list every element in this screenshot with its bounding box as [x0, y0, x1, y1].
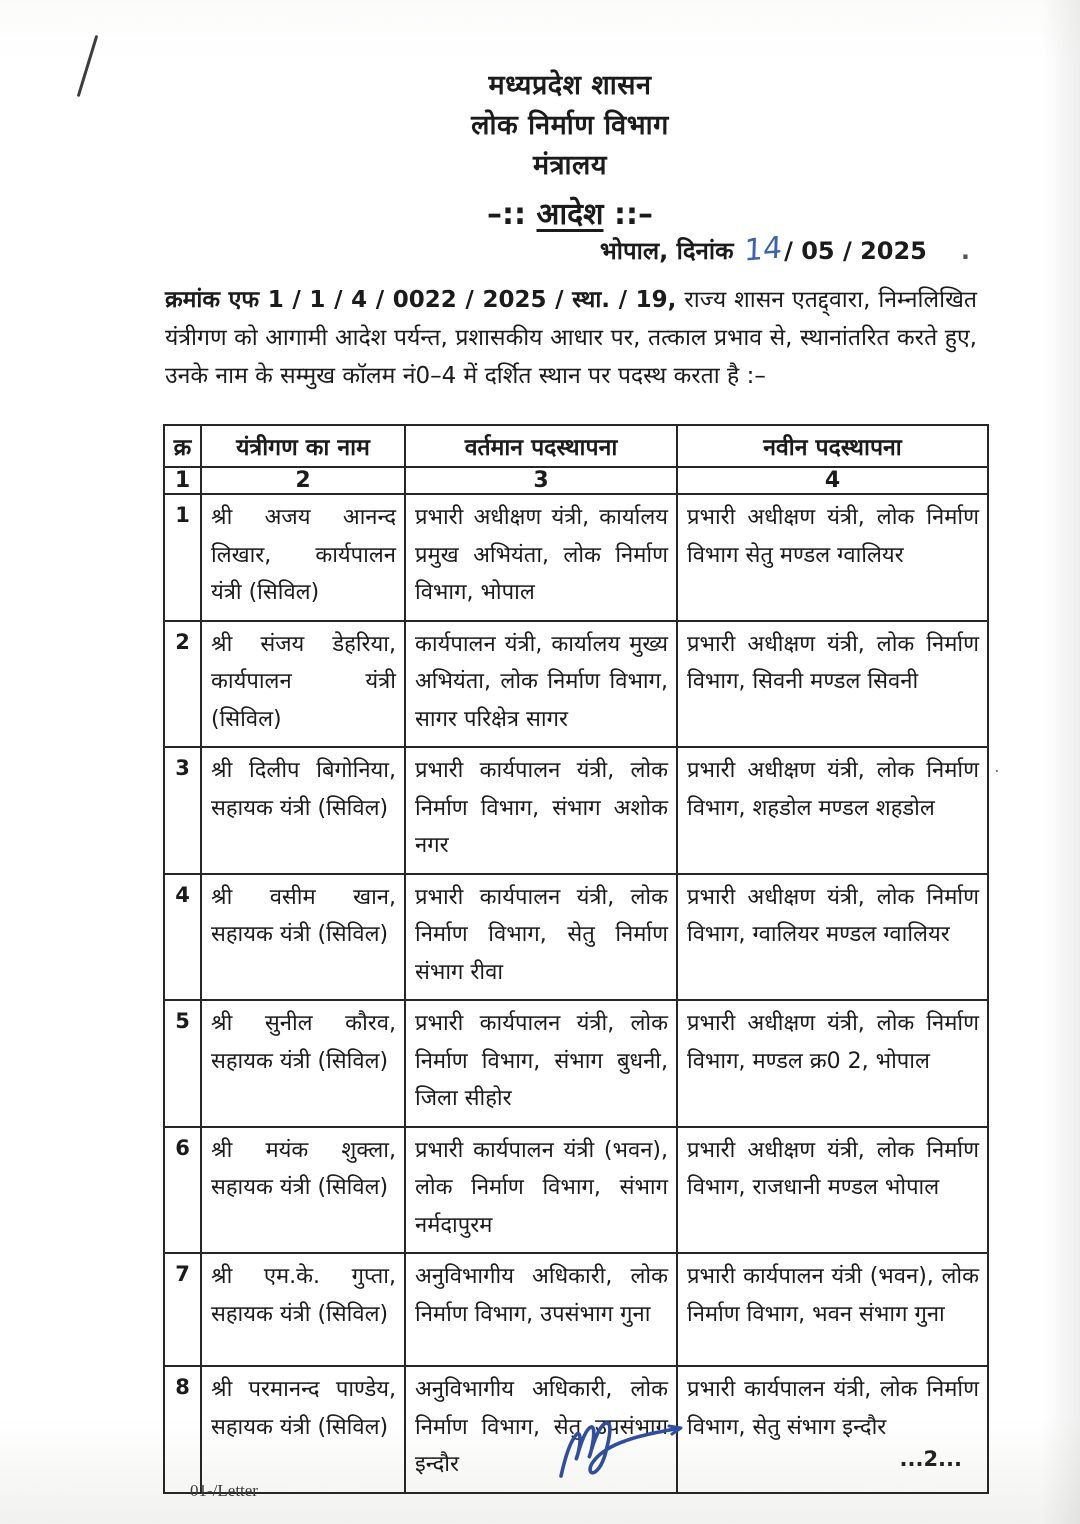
signature-ink-icon	[545, 1396, 705, 1491]
row-serial: 8	[164, 1366, 201, 1493]
table-row	[164, 494, 988, 621]
header-engineer-name: यंत्रीगण का नाम	[201, 425, 405, 467]
row-serial: 5	[164, 1000, 201, 1127]
current-posting: अनुविभागीय अधिकारी, लोक निर्माण विभाग, सेतु उपसंभाग इन्दौर	[405, 1366, 677, 1493]
letter-reference: 01-/Letter	[190, 1481, 258, 1500]
current-posting: कार्यपालन यंत्री, कार्यालय मुख्य अभियंता, लोक निर्माण विभाग, सागर परिक्षेत्र सागर	[405, 621, 677, 748]
header-serial: क्र	[164, 425, 201, 467]
order-title	[30, 192, 1080, 233]
department-name: लोक निर्माण विभाग	[471, 110, 669, 141]
column-number: 4	[677, 467, 988, 494]
scan-speck: .	[994, 756, 1000, 777]
current-posting: प्रभारी अधीक्षण यंत्री, कार्यालय प्रमुख अभियंता, लोक निर्माण विभाग, भोपाल	[405, 494, 677, 621]
row-serial: 6	[164, 1127, 201, 1254]
order-intro-body: राज्य शासन एतद्द्वारा, निम्नलिखित यंत्रीगण को आगामी आदेश पर्यन्त, प्रशासकीय आधार पर, तत्काल प्रभाव से, स्थानांतरित करते हुए, उनके नाम के सम्मुख कॉलम नं0–4 में दर्शित स्थान पर पदस्थ करता है :–	[165, 287, 977, 389]
header-new-posting: नवीन पदस्थापना	[677, 425, 988, 467]
transfer-order-table	[163, 424, 989, 1494]
engineer-name: श्री परमानन्द पाण्डेय, सहायक यंत्री (सिविल)	[201, 1366, 405, 1493]
table-header-row	[164, 425, 988, 467]
place-date-label: भोपाल, दिनांक	[599, 237, 734, 265]
place-date-line	[600, 232, 970, 267]
order-reference-number: क्रमांक एफ 1 / 1 / 4 / 0022 / 2025 / स्था. / 19,	[165, 287, 677, 313]
row-serial: 1	[164, 494, 201, 621]
new-posting: प्रभारी अधीक्षण यंत्री, लोक निर्माण विभाग, सिवनी मण्डल सिवनी	[677, 621, 988, 748]
engineer-name: श्री अजय आनन्द लिखार, कार्यपालन यंत्री (सिविल)	[201, 494, 405, 621]
next-page-indicator: ...2...	[899, 1447, 962, 1471]
engineer-name: श्री मयंक शुक्ला, सहायक यंत्री (सिविल)	[201, 1127, 405, 1254]
row-serial: 3	[164, 747, 201, 874]
date-rest: / 05 / 2025	[784, 237, 927, 265]
table-row	[164, 874, 988, 1001]
column-number: 3	[405, 467, 677, 494]
new-posting: प्रभारी कार्यपालन यंत्री, लोक निर्माण विभाग, सेतु संभाग इन्दौर	[677, 1366, 988, 1493]
engineer-name: श्री वसीम खान, सहायक यंत्री (सिविल)	[201, 874, 405, 1001]
engineer-name: श्री एम.के. गुप्ता, सहायक यंत्री (सिविल)	[201, 1253, 405, 1366]
office-name: मंत्रालय	[532, 150, 607, 181]
current-posting: प्रभारी कार्यपालन यंत्री, लोक निर्माण विभाग, संभाग बुधनी, जिला सीहोर	[405, 1000, 677, 1127]
new-posting: प्रभारी अधीक्षण यंत्री, लोक निर्माण विभाग सेतु मण्डल ग्वालियर	[677, 494, 988, 621]
new-posting: प्रभारी अधीक्षण यंत्री, लोक निर्माण विभाग, ग्वालियर मण्डल ग्वालियर	[677, 874, 988, 1001]
header-current-posting: वर्तमान पदस्थापना	[405, 425, 677, 467]
document-header	[30, 66, 1080, 186]
stray-dot: .	[960, 237, 970, 265]
table-row	[164, 1000, 988, 1127]
current-posting: प्रभारी कार्यपालन यंत्री, लोक निर्माण विभाग, सेतु निर्माण संभाग रीवा	[405, 874, 677, 1001]
row-serial: 2	[164, 621, 201, 748]
row-serial: 4	[164, 874, 201, 1001]
column-number-row	[164, 467, 988, 494]
order-intro-paragraph	[165, 281, 977, 395]
current-posting: प्रभारी कार्यपालन यंत्री (भवन), लोक निर्माण विभाग, संभाग नर्मदापुरम	[405, 1127, 677, 1254]
engineer-name: श्री सुनील कौरव, सहायक यंत्री (सिविल)	[201, 1000, 405, 1127]
row-serial: 7	[164, 1253, 201, 1366]
table-row	[164, 621, 988, 748]
new-posting: प्रभारी अधीक्षण यंत्री, लोक निर्माण विभाग, शहडोल मण्डल शहडोल	[677, 747, 988, 874]
engineer-name: श्री दिलीप बिगोनिया, सहायक यंत्री (सिविल)	[201, 747, 405, 874]
order-title-suffix: ::–	[603, 197, 653, 232]
table-row	[164, 1253, 988, 1366]
signature-mark	[545, 1396, 705, 1491]
new-posting: प्रभारी अधीक्षण यंत्री, लोक निर्माण विभाग, मण्डल क्र0 2, भोपाल	[677, 1000, 988, 1127]
government-name: मध्यप्रदेश शासन	[488, 70, 652, 101]
new-posting: प्रभारी अधीक्षण यंत्री, लोक निर्माण विभाग, राजधानी मण्डल भोपाल	[677, 1127, 988, 1254]
column-number: 1	[164, 467, 201, 494]
table-row	[164, 747, 988, 874]
column-number: 2	[201, 467, 405, 494]
handwritten-day: 14	[743, 230, 783, 269]
new-posting: प्रभारी कार्यपालन यंत्री (भवन), लोक निर्माण विभाग, भवन संभाग गुना	[677, 1253, 988, 1366]
engineer-name: श्री संजय डेहरिया, कार्यपालन यंत्री (सिविल)	[201, 621, 405, 748]
order-title-prefix: –::	[487, 197, 537, 232]
order-title-word: आदेश	[536, 197, 604, 232]
current-posting: प्रभारी कार्यपालन यंत्री, लोक निर्माण विभाग, संभाग अशोक नगर	[405, 747, 677, 874]
current-posting: अनुविभागीय अधिकारी, लोक निर्माण विभाग, उपसंभाग गुना	[405, 1253, 677, 1366]
table-row	[164, 1127, 988, 1254]
